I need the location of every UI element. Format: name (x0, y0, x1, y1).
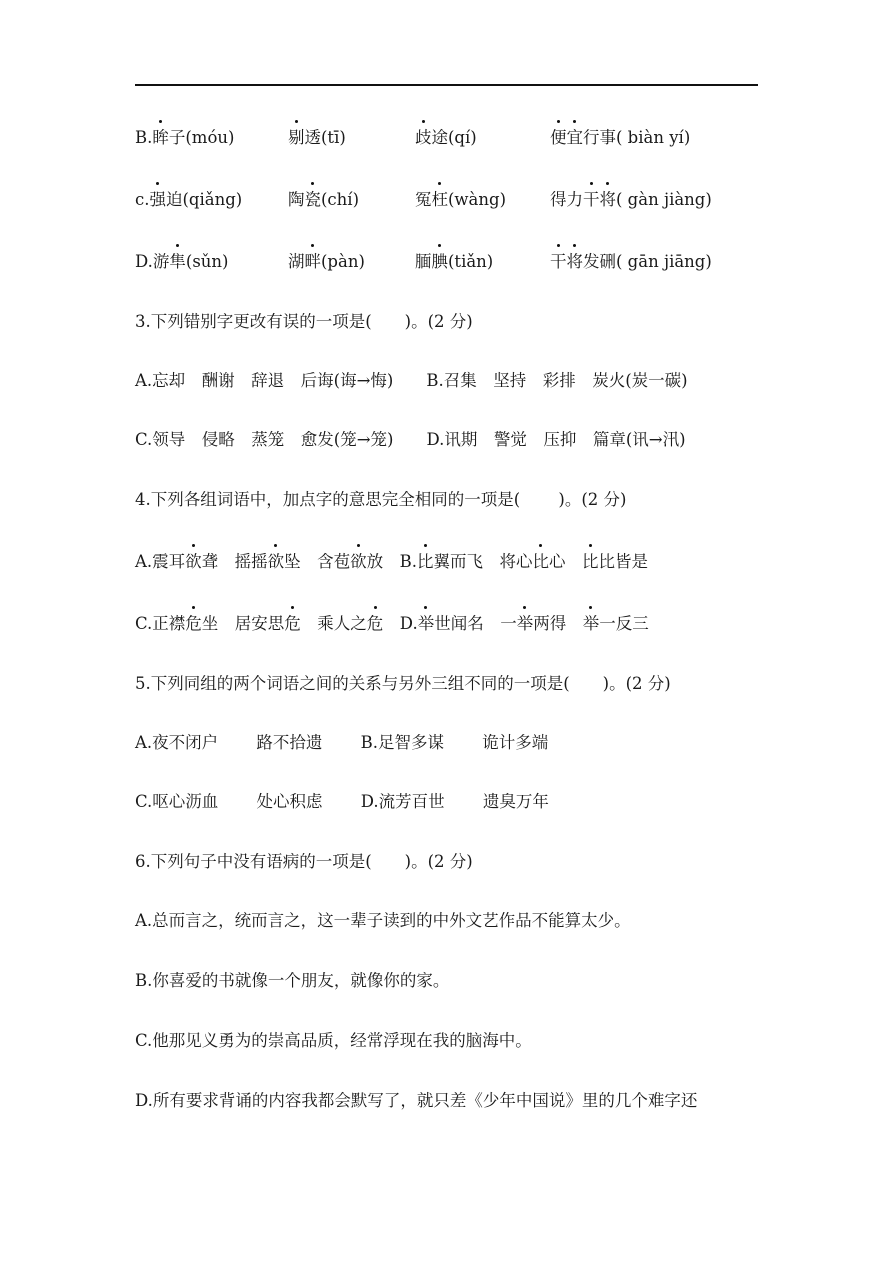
word-item: 歧途(qí) (415, 128, 477, 147)
word-item: 腼腆(tiǎn) (415, 252, 494, 271)
emphasis-dot-char: 欲 (185, 552, 202, 571)
word-item: B.眸子(móu) (135, 128, 235, 147)
word-item: D.游隼(sǔn) (135, 252, 229, 271)
emphasis-dot-char: 干 (583, 190, 600, 209)
question-4-stem: 4.下列各组词语中，加点字的意思完全相同的一项是( )。(2 分) (135, 490, 627, 509)
question-3-stem: 3.下列错别字更改有误的一项是( )。(2 分) (135, 312, 473, 331)
word-item: 便宜行事( biàn yí) (550, 128, 691, 147)
emphasis-dot-char: 枉 (431, 190, 448, 209)
emphasis-dot-char: 隼 (169, 252, 186, 271)
question-5-option-line: C.呕心沥血 处心积虑 D.流芳百世 遗臭万年 (135, 792, 549, 811)
emphasis-dot-char: 腆 (431, 252, 448, 271)
header-rule (135, 84, 758, 86)
word-item: 干将发硎( gān jiāng) (550, 252, 712, 271)
emphasis-dot-char: 瓷 (304, 190, 321, 209)
emphasis-dot-char: 畔 (304, 252, 321, 271)
emphasis-dot-char: 比 (532, 552, 550, 571)
emphasis-dot-char: 欲 (350, 552, 367, 571)
word-item: 湖畔(pàn) (288, 252, 365, 271)
question-6-option-b: B.你喜爱的书就像一个朋友，就像你的家。 (135, 971, 450, 990)
emphasis-dot-char: 比 (417, 552, 434, 571)
emphasis-dot-char: 危 (284, 614, 301, 633)
emphasis-dot-char: 将 (566, 252, 583, 271)
emphasis-dot-char: 举 (582, 614, 600, 633)
emphasis-dot-char: 歧 (415, 128, 432, 147)
question-4-option-line: C.正襟危坐 居安思危 乘人之危 D.举世闻名 一举两得 举一反三 (135, 614, 649, 633)
word-item: 陶瓷(chí) (288, 190, 360, 209)
emphasis-dot-char: 眸 (152, 128, 169, 147)
emphasis-dot-char: 危 (366, 614, 384, 633)
question-6-option-d: D.所有要求背诵的内容我都会默写了，就只差《少年中国说》里的几个难字还 (135, 1091, 698, 1110)
emphasis-dot-char: 便 (550, 128, 567, 147)
emphasis-dot-char: 举 (417, 614, 435, 633)
emphasis-dot-char: 危 (185, 614, 202, 633)
word-item: c.强迫(qiǎng) (135, 190, 243, 209)
emphasis-dot-char: 强 (149, 190, 166, 209)
word-item: 冤枉(wàng) (415, 190, 507, 209)
emphasis-dot-char: 比 (582, 552, 599, 571)
emphasis-dot-char: 宜 (566, 128, 583, 147)
question-5-option-line: A.夜不闭户 路不拾遗 B.足智多谋 诡计多端 (135, 733, 549, 752)
question-6-option-a: A.总而言之，统而言之，这一辈子读到的中外文艺作品不能算太少。 (135, 911, 631, 930)
emphasis-dot-char: 剔 (288, 128, 305, 147)
emphasis-dot-char: 将 (599, 190, 616, 209)
question-6-stem: 6.下列句子中没有语病的一项是( )。(2 分) (135, 852, 473, 871)
emphasis-dot-char: 干 (550, 252, 567, 271)
word-item: 得力干将( gàn jiàng) (550, 190, 712, 209)
question-6-option-c: C.他那见义勇为的崇高品质，经常浮现在我的脑海中。 (135, 1031, 532, 1050)
emphasis-dot-char: 欲 (267, 552, 285, 571)
question-3-option-line: C.领导 侵略 蒸笼 愈发(笼→笼) D.讯期 警觉 压抑 篇章(讯→汛) (135, 430, 686, 449)
question-4-option-line: A.震耳欲聋 摇摇欲坠 含苞欲放 B.比翼而飞 将心比心 比比皆是 (135, 552, 649, 571)
word-item: 剔透(tī) (288, 128, 346, 147)
question-5-stem: 5.下列同组的两个词语之间的关系与另外三组不同的一项是( )。(2 分) (135, 674, 671, 693)
question-3-option-line: A.忘却 酬谢 辞退 后诲(诲→悔) B.召集 坚持 彩排 炭火(炭一碳) (135, 371, 688, 390)
emphasis-dot-char: 举 (516, 614, 534, 633)
